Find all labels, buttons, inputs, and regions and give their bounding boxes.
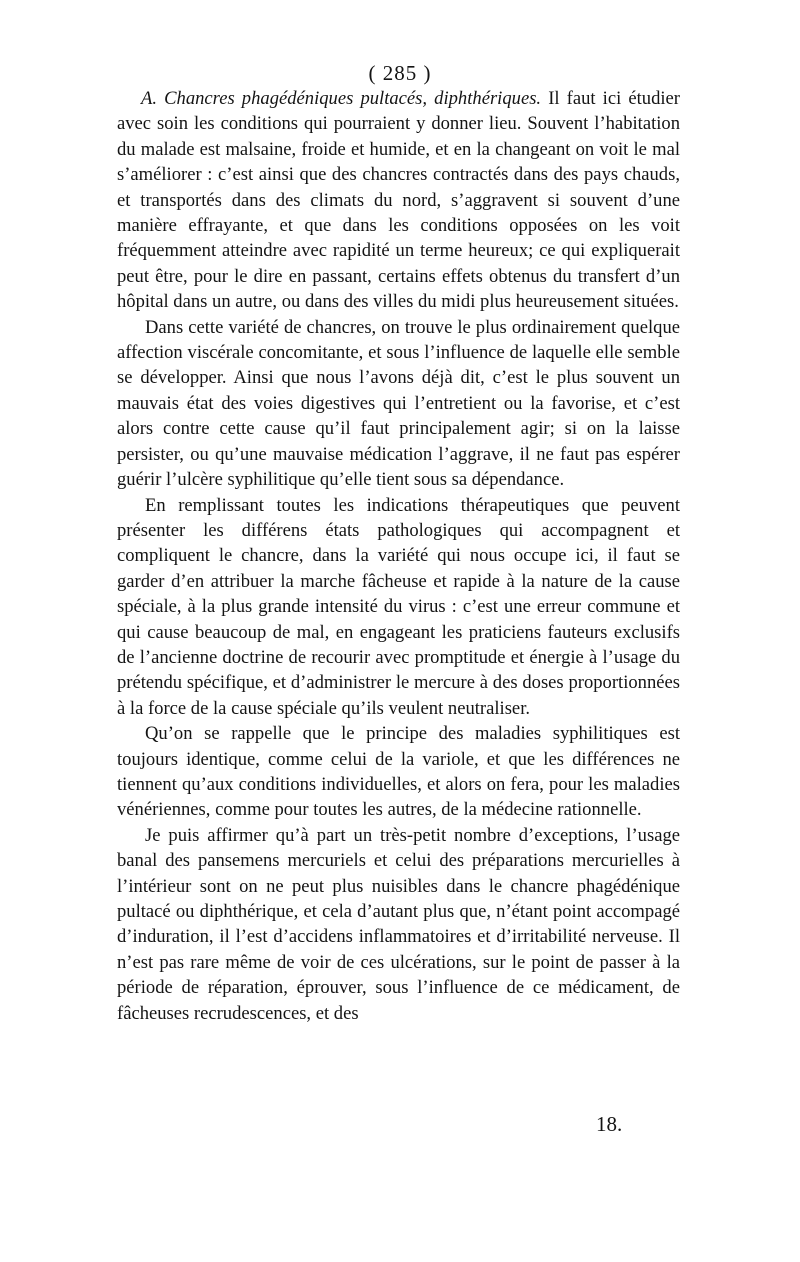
paragraph-1 — [117, 86, 680, 315]
paragraph-3: En remplissant toutes les indications thérapeutiques que peuvent présenter les différens états pathologiques qui accompagnent et compliquent le chancre, dans la variété qui nous occupe ici, il faut se garder d’en attribuer la marche fâcheuse et rapide à la nature de la cause spéciale, à la plus grande intensité du virus : c’est une erreur commune et qui cause beaucoup de mal, en engageant les praticiens fauteurs exclusifs de l’ancienne doctrine de recourir avec promptitude et énergie à l’usage du prétendu spécifique, et d’administrer le mercure à des doses proportionnées à la force de la cause spéciale qu’ils veulent neutraliser. — [117, 494, 680, 719]
body-text — [117, 86, 680, 1026]
paragraph-4: Qu’on se rappelle que le principe des maladies syphilitiques est toujours identique, comme celui de la variole, et que les différences ne tiennent qu’aux conditions individuelles, et alors on fera, pour les maladies vénériennes, comme pour toutes les autres, de la médecine rationnelle. — [117, 723, 680, 821]
section-heading: A. Chancres phagédéniques pultacés, diphthériques. — [141, 88, 542, 109]
signature-mark: 18. — [596, 1112, 623, 1136]
paragraph-5: Je puis affirmer qu’à part un très-petit nombre d’exceptions, l’usage banal des pansemens mercuriels et celui des préparations mercurielles à l’intérieur sont on ne peut plus nuisibles dans le chancre phagédénique pultacé ou diphthérique, et cela d’autant plus que, n’étant point accompagé d’induration, il l’est d’accidens inflammatoires et d’irritabilité nerveuse. Il n’est pas rare même de voir de ces ulcérations, sur le point de passer à la période de réparation, éprouver, sous l’influence de ce médicament, de fâcheuses recrudescences, et des — [117, 824, 680, 1024]
paragraph-1-text: Il faut ici étudier avec soin les conditions qui pourraient y donner lieu. Souvent l’habitation du malade est malsaine, froide et humide, et en la changeant on voit le mal s’améliorer : c’est ainsi que des chancres contractés dans des pays chauds, et transportés dans des climats du nord, s’aggravent si souvent d’une manière effrayante, et que dans les conditions opposées on les voit fréquemment atteindre avec rapidité un terme heureux; ce qui expliquerait peut être, pour le dire en passant, certains effets obtenus du transfert d’un hôpital dans un autre, ou dans des villes du midi plus heureusement situées. — [117, 88, 680, 313]
page-number: ( 285 ) — [368, 61, 432, 85]
paragraph-2: Dans cette variété de chancres, on trouve le plus ordinairement quelque affection viscérale concomitante, et sous l’influence de laquelle elle semble se développer. Ainsi que nous l’avons déjà dit, c’est le plus souvent un mauvais état des voies digestives qui l’entretient ou la favorise, et c’est alors contre cette cause qu’il faut principalement agir; si on la laisse persister, ou qu’une mauvaise médication l’aggrave, il ne faut pas espérer guérir l’ulcère syphilitique qu’elle tient sous sa dépendance. — [117, 316, 680, 491]
